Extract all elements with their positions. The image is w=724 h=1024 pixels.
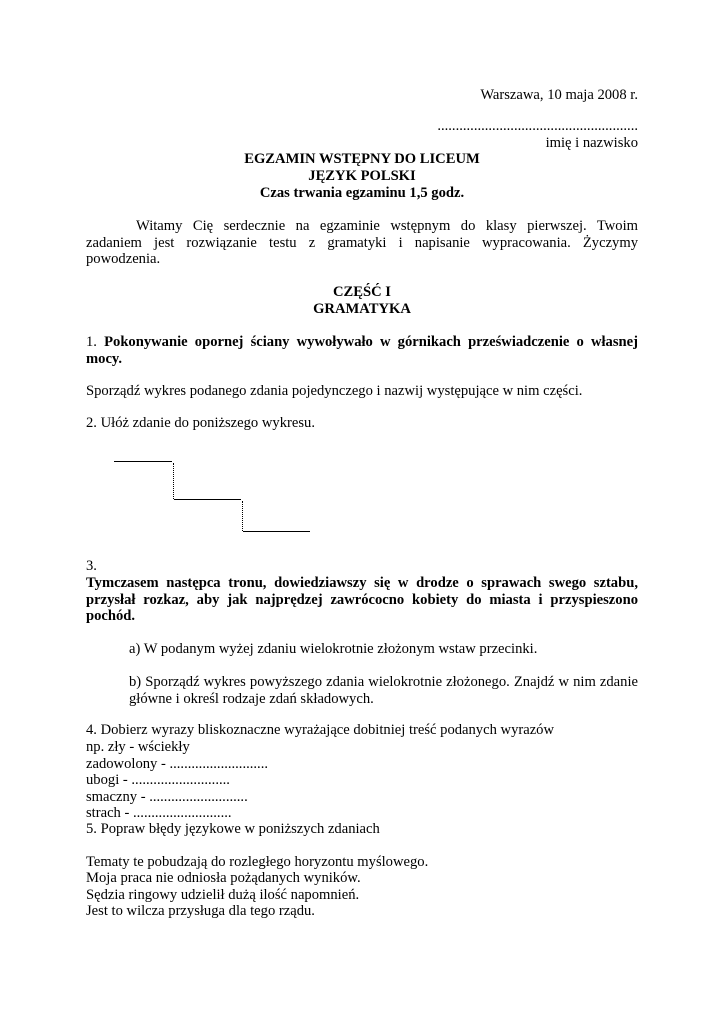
- place-date: Warszawa, 10 maja 2008 r.: [480, 87, 638, 103]
- intro-line: Witamy Cię serdecznie na egzaminie wstępnym do klasy pierwszej. Twoim: [136, 218, 638, 234]
- name-label: imię i nazwisko: [545, 135, 638, 151]
- task3-sub-b: [129, 674, 638, 707]
- task5-sentence: Jest to wilcza przysługa dla tego rządu.: [86, 903, 315, 919]
- task5-sentence: Sędzia ringowy udzielił dużą ilość napomnień.: [86, 887, 360, 903]
- task4-example: np. zły - wściekły: [86, 739, 190, 755]
- exam-page: [86, 0, 638, 1024]
- exam-subject: JĘZYK POLSKI: [308, 168, 416, 184]
- task2-instruction: 2. Ułóż zdanie do poniższego wykresu.: [86, 415, 315, 431]
- exam-title: EGZAMIN WSTĘPNY DO LICEUM: [244, 151, 480, 167]
- name-fill-line: .......................................................: [437, 118, 638, 134]
- intro-line: powodzenia.: [86, 251, 161, 268]
- task4-item: ubogi - ...........................: [86, 772, 230, 788]
- task1-sentence: [86, 334, 638, 367]
- task1-sentence-text: mocy.: [86, 350, 123, 367]
- task3-sentence: [86, 575, 638, 625]
- part-name: GRAMATYKA: [313, 301, 411, 317]
- task1-instruction: Sporządź wykres podanego zdania pojedynczego i nazwij występujące w nim części.: [86, 383, 583, 399]
- task3-line: Tymczasem następca tronu, dowiedziawszy się w drodze o sprawach swego sztabu,: [86, 575, 638, 591]
- task4-item: strach - ...........................: [86, 805, 232, 821]
- diagram-connector-2: [242, 501, 243, 531]
- diagram-line-1: [114, 461, 172, 462]
- task5-instruction: 5. Popraw błędy językowe w poniższych zdaniach: [86, 821, 380, 837]
- intro-paragraph: [86, 218, 638, 268]
- part-label: CZĘŚĆ I: [333, 284, 391, 300]
- intro-line: zadaniem jest rozwiązanie testu z gramatyki i napisanie wypracowania. Życzymy: [86, 234, 638, 251]
- diagram-line-2: [174, 499, 241, 500]
- task3-line: przysłał rozkaz, aby jak najprędzej zawrócocno kobiety do miasta i przyspieszono: [86, 591, 638, 608]
- task4-instruction: 4. Dobierz wyrazy bliskoznaczne wyrażające dobitniej treść podanych wyrazów: [86, 722, 555, 738]
- task4-item: zadowolony - ...........................: [86, 756, 268, 772]
- diagram-line-3: [243, 531, 310, 532]
- task1-line: [86, 334, 638, 351]
- exam-duration: Czas trwania egzaminu 1,5 godz.: [259, 185, 465, 201]
- task1-sentence-text: Pokonywanie opornej ściany wywoływało w górnikach przeświadczenie o własnej: [104, 334, 638, 350]
- task3-sub-a: a) W podanym wyżej zdaniu wielokrotnie złożonym wstaw przecinki.: [129, 641, 538, 657]
- task1-number: 1.: [86, 334, 97, 350]
- task3-sub-b-line: główne i określ rodzaje zdań składowych.: [129, 690, 374, 707]
- diagram-connector-1: [173, 463, 174, 499]
- task3-number: 3.: [86, 558, 97, 574]
- task3-sub-b-line: b) Sporządź wykres powyższego zdania wielokrotnie złożonego. Znajdź w nim zdanie: [129, 674, 638, 690]
- task5-sentence: Tematy te pobudzają do rozległego horyzontu myślowego.: [86, 854, 429, 870]
- task5-sentence: Moja praca nie odniosła pożądanych wyników.: [86, 870, 361, 886]
- task3-line: pochód.: [86, 608, 136, 625]
- task4-item: smaczny - ...........................: [86, 789, 248, 805]
